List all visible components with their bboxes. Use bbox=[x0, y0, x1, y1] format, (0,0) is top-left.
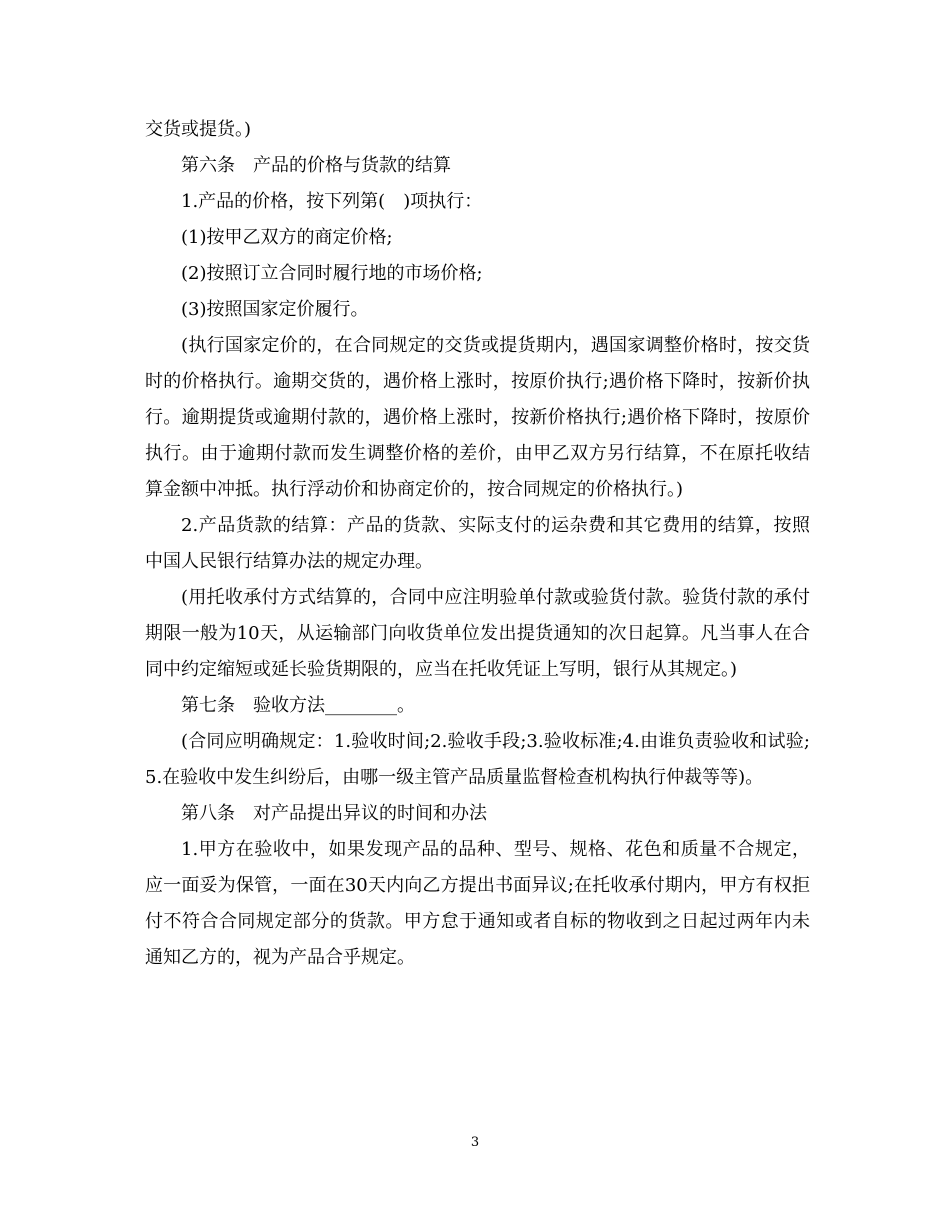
settlement-note: (用托收承付方式结算的，合同中应注明验单付款或验货付款。验货付款的承付期限一般为10天，从运输部门向收货单位发出提货通知的次日起算。凡当事人在合同中约定缩短或延长验货期限的，应当在托收凭证上写明，银行从其规定。) bbox=[145, 587, 810, 680]
article-6-heading: 第六条 产品的价格与货款的结算 bbox=[181, 155, 451, 176]
paragraph-carryover: 交货或提货。) bbox=[145, 119, 252, 140]
price-clause: 1.产品的价格，按下列第( )项执行： bbox=[181, 191, 483, 212]
objection-clause: 1.甲方在验收中，如果发现产品的品种、型号、规格、花色和质量不合规定，应一面妥为保管，一面在30天内向乙方提出书面异议;在托收承付期内，甲方有权拒付不符合合同规定部分的货款。甲方怠于通知或者自标的物收到之日起过两年内未通知乙方的，视为产品合乎规定。 bbox=[145, 839, 810, 968]
price-option-3: (3)按照国家定价履行。 bbox=[181, 299, 369, 320]
page-number: 3 bbox=[470, 1135, 480, 1150]
document-body bbox=[145, 112, 810, 976]
article-8-heading: 第八条 对产品提出异议的时间和办法 bbox=[181, 803, 487, 824]
acceptance-note: (合同应明确规定：1.验收时间;2.验收手段;3.验收标准;4.由谁负责验收和试验;5.在验收中发生纠纷后，由哪一级主管产品质量监督检查机构执行仲裁等等)。 bbox=[145, 731, 810, 788]
price-note: (执行国家定价的，在合同规定的交货或提货期内，遇国家调整价格时，按交货时的价格执行。逾期交货的，遇价格上涨时，按原价执行;遇价格下降时，按新价执行。逾期提货或逾期付款的，遇价格上涨时，按新价格执行;遇价格下降时，按原价执行。由于逾期付款而发生调整价格的差价，由甲乙双方另行结算，不在原托收结算金额中冲抵。执行浮动价和协商定价的，按合同规定的价格执行。) bbox=[145, 335, 810, 500]
price-option-2: (2)按照订立合同时履行地的市场价格; bbox=[181, 263, 483, 284]
article-7-heading: 第七条 验收方法________。 bbox=[181, 695, 415, 716]
settlement-clause: 2.产品货款的结算：产品的货款、实际支付的运杂费和其它费用的结算，按照中国人民银行结算办法的规定办理。 bbox=[145, 515, 810, 572]
price-option-1: (1)按甲乙双方的商定价格; bbox=[181, 227, 393, 248]
